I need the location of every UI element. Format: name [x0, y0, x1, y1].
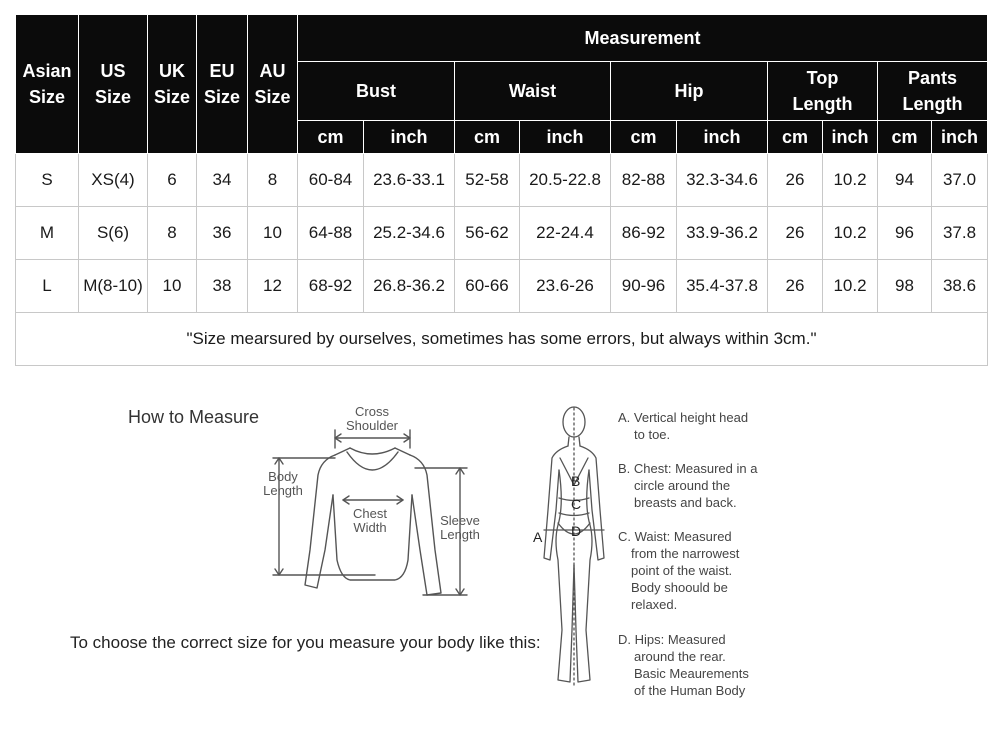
table-cell: M(8-10): [79, 260, 148, 313]
table-cell: 10.2: [823, 260, 878, 313]
header-top-inch: inch: [823, 121, 878, 154]
body-note-line: from the narrowest: [631, 546, 740, 561]
how-to-measure-title: How to Measure: [128, 407, 260, 427]
body-point-d: D: [571, 523, 582, 539]
table-row: [16, 260, 988, 313]
table-cell: L: [16, 260, 79, 313]
table-cell: 6: [148, 154, 197, 207]
table-cell: 8: [248, 154, 298, 207]
body-length-label: Body Length: [263, 469, 303, 498]
body-note-line: circle around the: [634, 478, 731, 493]
table-cell: 68-92: [298, 260, 364, 313]
body-note-line: of the Human Body: [634, 683, 746, 698]
table-cell: 12: [248, 260, 298, 313]
header-waist-inch: inch: [520, 121, 611, 154]
header-waist: Waist: [455, 62, 611, 121]
header-eu-size: EU Size: [197, 15, 248, 154]
table-cell: 90-96: [611, 260, 677, 313]
measurement-note: "Size mearsured by ourselves, sometimes has some errors, but always within 3cm.": [16, 313, 988, 366]
sleeve-length-label: Sleeve Length: [440, 513, 480, 542]
table-cell: S(6): [79, 207, 148, 260]
table-cell: 33.9-36.2: [677, 207, 768, 260]
table-cell: 60-84: [298, 154, 364, 207]
table-cell: 26: [768, 154, 823, 207]
body-point-a: A: [533, 529, 543, 545]
table-cell: 23.6-26: [520, 260, 611, 313]
table-row: [16, 207, 988, 260]
table-cell: 26: [768, 260, 823, 313]
table-cell: 22-24.4: [520, 207, 611, 260]
chest-width-label: Chest Width: [353, 506, 387, 535]
table-cell: 26.8-36.2: [364, 260, 455, 313]
header-top-length: Top Length: [768, 62, 878, 121]
header-pants-cm: cm: [878, 121, 932, 154]
cross-shoulder-label: Cross Shoulder: [345, 404, 399, 433]
table-cell: 35.4-37.8: [677, 260, 768, 313]
header-top-cm: cm: [768, 121, 823, 154]
table-cell: 96: [878, 207, 932, 260]
header-waist-cm: cm: [455, 121, 520, 154]
body-note-line: around the rear.: [634, 649, 726, 664]
header-hip-cm: cm: [611, 121, 677, 154]
body-note-line: point of the waist.: [631, 563, 733, 578]
body-note-line: to toe.: [634, 427, 671, 442]
choose-size-text: To choose the correct size for you measure your body like this:: [70, 633, 541, 652]
table-cell: 37.0: [932, 154, 988, 207]
table-cell: 10: [148, 260, 197, 313]
body-note-line: D. Hips: Measured: [618, 632, 726, 647]
table-cell: 36: [197, 207, 248, 260]
table-cell: 94: [878, 154, 932, 207]
table-cell: 10.2: [823, 154, 878, 207]
header-pants-length: Pants Length: [878, 62, 988, 121]
header-au-size: AU Size: [248, 15, 298, 154]
table-cell: M: [16, 207, 79, 260]
table-cell: 37.8: [932, 207, 988, 260]
header-bust-cm: cm: [298, 121, 364, 154]
header-measurement: Measurement: [298, 15, 988, 62]
body-note-line: breasts and back.: [634, 495, 737, 510]
body-note-line: C. Waist: Measured: [618, 529, 732, 544]
table-cell: 64-88: [298, 207, 364, 260]
size-chart-table: [15, 14, 988, 366]
table-cell: 32.3-34.6: [677, 154, 768, 207]
table-cell: 98: [878, 260, 932, 313]
body-note-line: A. Vertical height head: [618, 410, 749, 425]
body-point-c: C: [571, 496, 582, 512]
table-cell: 10: [248, 207, 298, 260]
body-note-line: Basic Meaurements: [634, 666, 749, 681]
table-cell: S: [16, 154, 79, 207]
table-cell: 8: [148, 207, 197, 260]
header-bust-inch: inch: [364, 121, 455, 154]
table-cell: XS(4): [79, 154, 148, 207]
header-hip-inch: inch: [677, 121, 768, 154]
header-us-size: US Size: [79, 15, 148, 154]
table-cell: 82-88: [611, 154, 677, 207]
header-uk-size: UK Size: [148, 15, 197, 154]
table-cell: 38.6: [932, 260, 988, 313]
table-cell: 60-66: [455, 260, 520, 313]
table-cell: 56-62: [455, 207, 520, 260]
body-note-line: Body shoould be: [631, 580, 728, 595]
table-cell: 10.2: [823, 207, 878, 260]
table-cell: 52-58: [455, 154, 520, 207]
table-cell: 86-92: [611, 207, 677, 260]
body-point-b: B: [571, 473, 581, 489]
body-note-line: relaxed.: [631, 597, 678, 612]
header-hip: Hip: [611, 62, 768, 121]
table-cell: 34: [197, 154, 248, 207]
table-row: [16, 154, 988, 207]
table-cell: 25.2-34.6: [364, 207, 455, 260]
header-pants-inch: inch: [932, 121, 988, 154]
body-note-line: B. Chest: Measured in a: [618, 461, 758, 476]
header-asian-size: Asian Size: [16, 15, 79, 154]
header-bust: Bust: [298, 62, 455, 121]
table-cell: 23.6-33.1: [364, 154, 455, 207]
table-cell: 38: [197, 260, 248, 313]
table-cell: 26: [768, 207, 823, 260]
table-cell: 20.5-22.8: [520, 154, 611, 207]
